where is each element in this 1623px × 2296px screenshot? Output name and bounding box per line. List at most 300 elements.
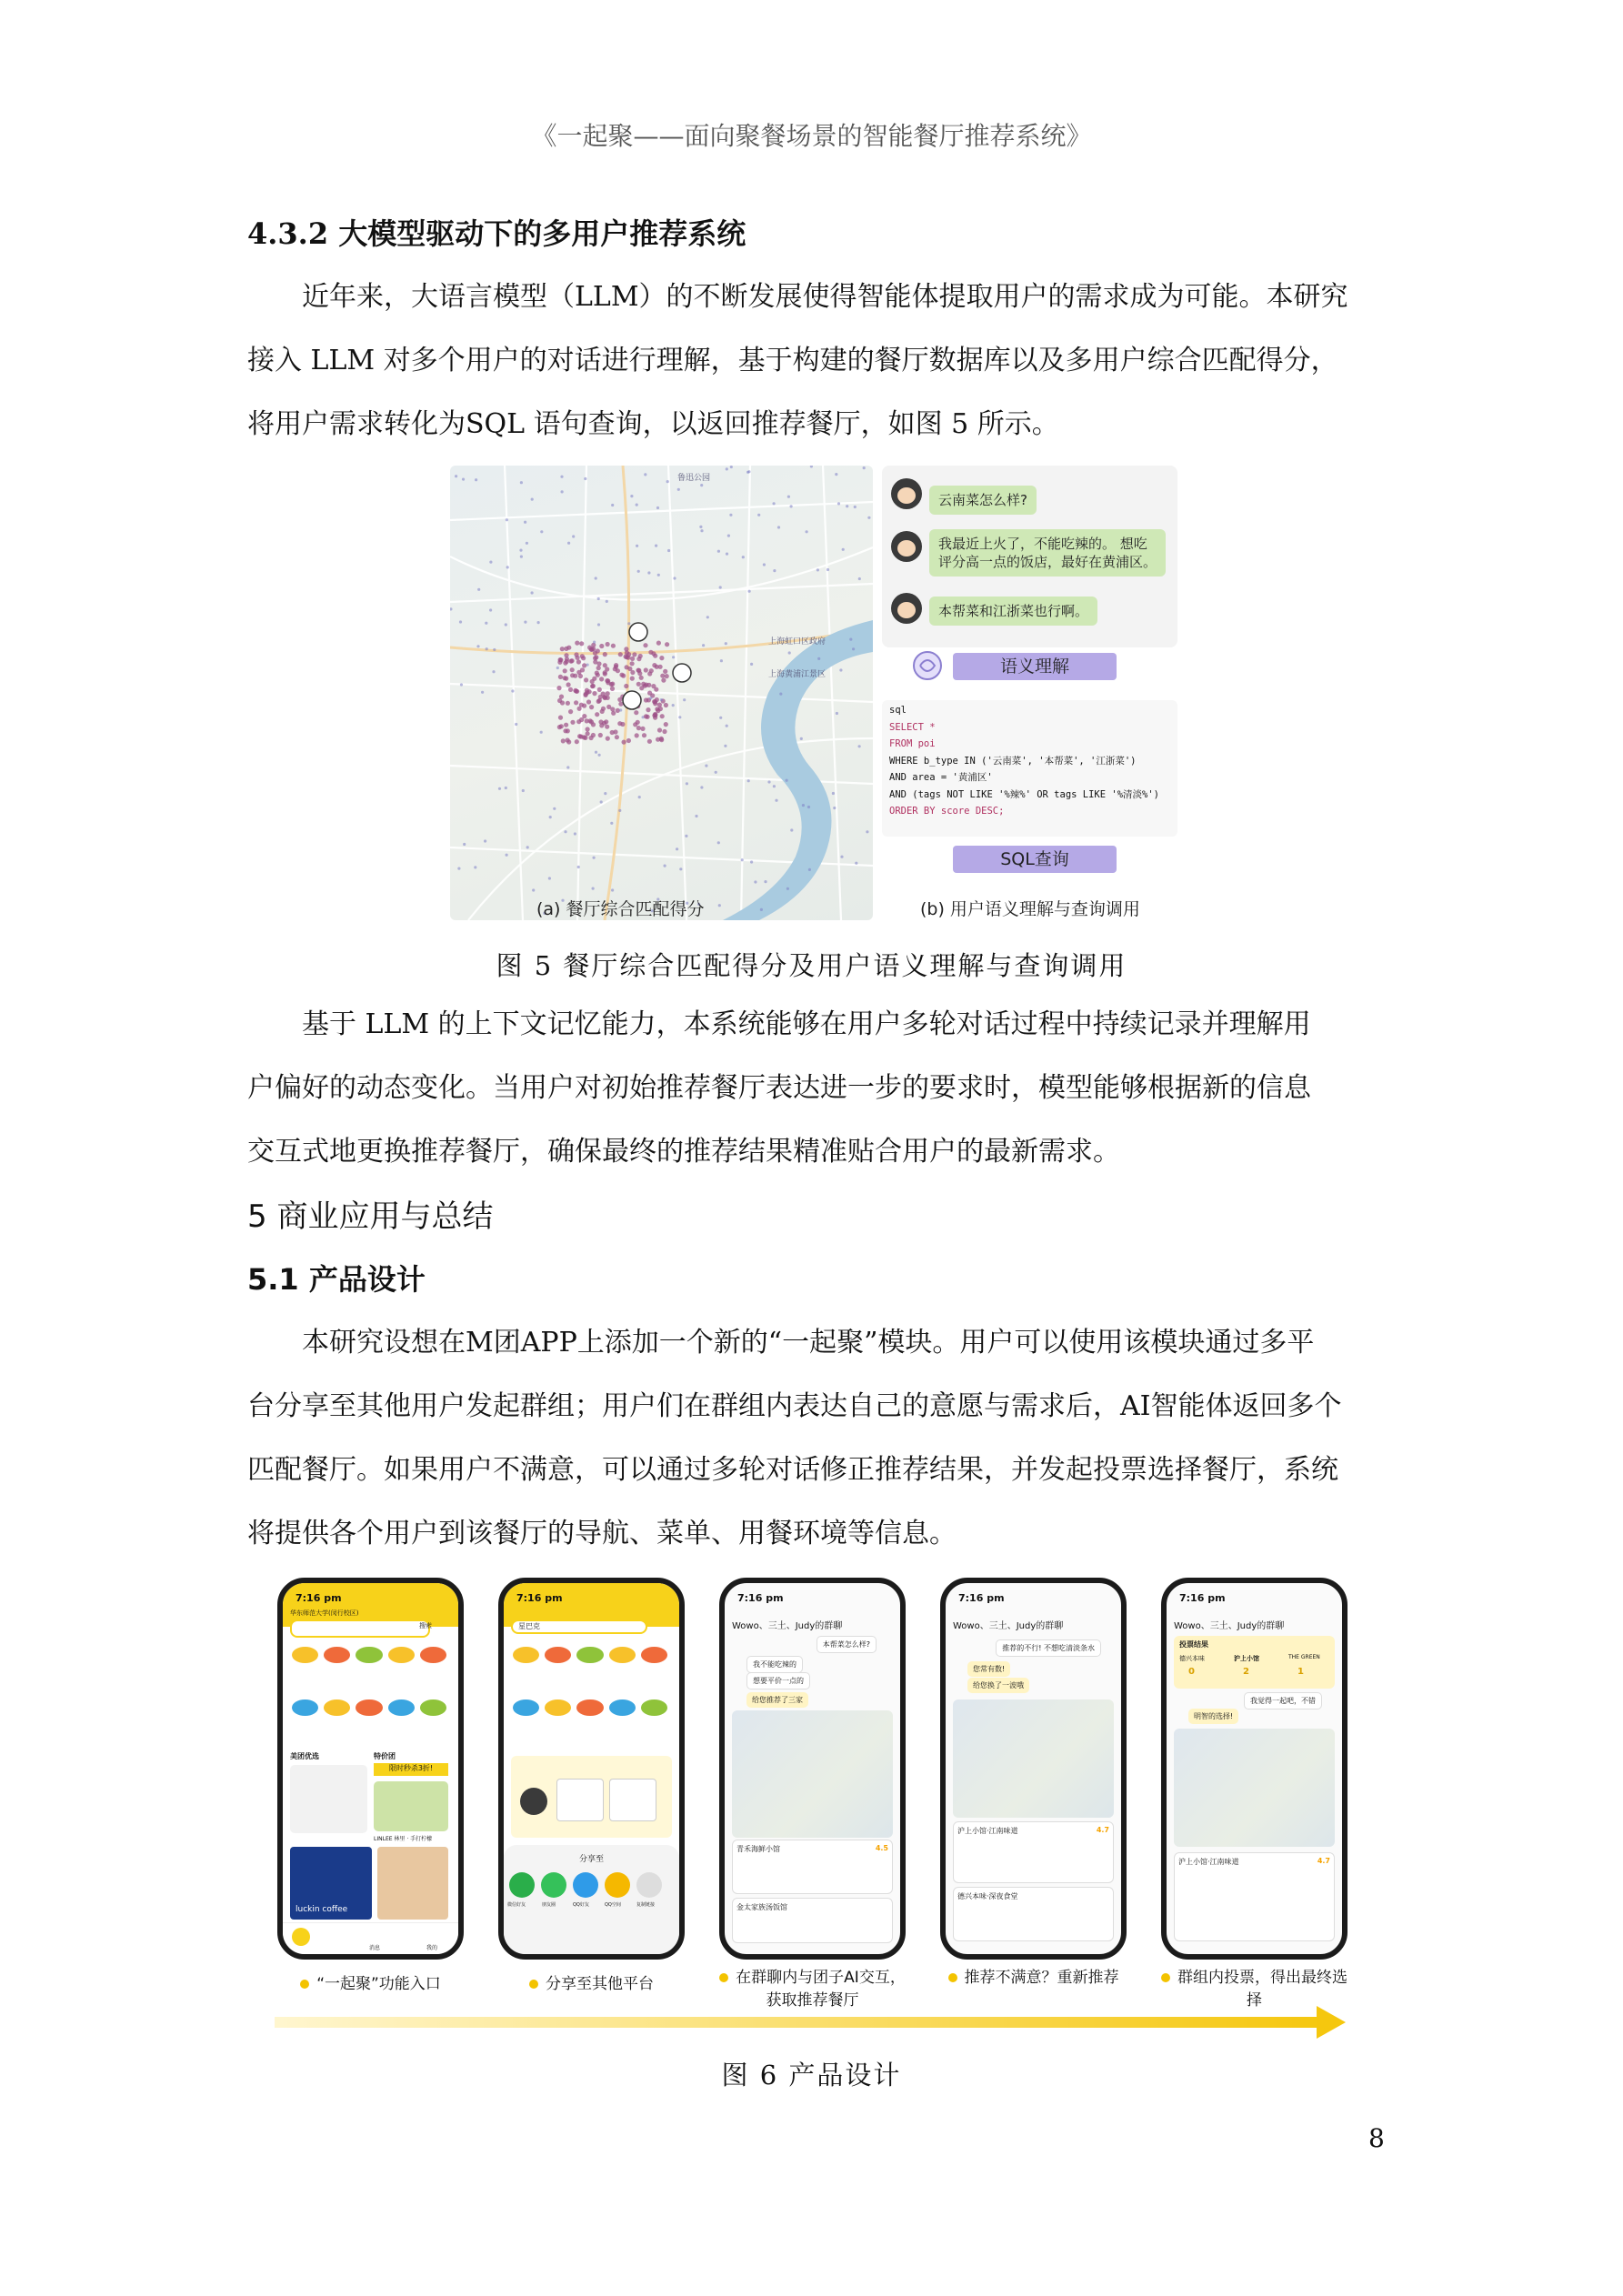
density-point	[532, 888, 535, 891]
density-point	[817, 657, 820, 660]
density-point	[586, 731, 590, 736]
density-point	[750, 860, 753, 863]
density-point	[644, 667, 648, 672]
density-point	[506, 566, 509, 568]
home-tab-icon[interactable]	[292, 1928, 310, 1946]
density-point	[515, 723, 517, 726]
wechat-icon[interactable]	[509, 1872, 535, 1898]
density-point	[580, 667, 585, 672]
density-point	[595, 671, 599, 676]
density-point	[699, 526, 702, 528]
arrow-head-icon	[1317, 2006, 1346, 2039]
density-point	[531, 498, 534, 501]
density-point	[858, 745, 861, 747]
paragraph-line: 基于 LLM 的上下文记忆能力，本系统能够在用户多轮对话过程中持续记录并理解用	[302, 1008, 1311, 1040]
density-point	[747, 779, 750, 782]
density-point	[564, 723, 568, 727]
density-point	[705, 765, 707, 767]
sql-line: AND area = '黄浦区'	[889, 772, 993, 783]
density-point	[636, 668, 640, 673]
density-point	[730, 466, 733, 468]
density-point	[524, 521, 526, 524]
category-icon[interactable]	[576, 1647, 603, 1663]
density-point	[455, 475, 457, 477]
vote-option[interactable]: 德兴本味	[1179, 1655, 1205, 1662]
density-point	[685, 835, 687, 837]
density-point	[557, 698, 562, 703]
chat-bubble: 我不能吃辣的	[746, 1656, 803, 1673]
density-point	[579, 703, 584, 707]
step-dot	[948, 1973, 957, 1982]
restaurant-card[interactable]	[953, 1821, 1114, 1883]
category-icon[interactable]	[576, 1699, 603, 1716]
density-point	[553, 807, 556, 810]
restaurant-name: 金太家族汤饭馆	[736, 1903, 787, 1911]
promo-banner[interactable]: 限时秒杀3折!	[374, 1763, 448, 1776]
step-text: 在群聊内与团子AI交互，获取推荐餐厅	[736, 1969, 906, 2010]
density-point	[700, 484, 703, 486]
density-point	[855, 862, 857, 865]
density-point	[665, 674, 669, 678]
brain-icon	[909, 647, 946, 684]
category-icon[interactable]	[324, 1699, 350, 1716]
density-point	[858, 577, 861, 580]
density-point	[613, 667, 617, 671]
density-point	[634, 710, 638, 715]
density-point	[863, 466, 866, 469]
qq-icon[interactable]	[573, 1872, 598, 1898]
sql-line: AND (tags NOT LIKE '%辣%' OR tags LIKE '%清淡%')	[889, 788, 1160, 800]
category-icon[interactable]	[292, 1699, 318, 1716]
density-point	[489, 608, 492, 611]
density-point	[837, 502, 840, 505]
density-point	[595, 751, 597, 754]
share-item-label: 微信好友	[507, 1902, 526, 1908]
density-point	[655, 545, 657, 547]
chat-bubble: 本帮菜和江浙菜也行啊。	[929, 597, 1097, 626]
density-point	[657, 574, 660, 577]
sql-line: WHERE b_type IN ('云南菜', '本帮菜', '江浙菜')	[889, 755, 1137, 767]
density-point	[790, 828, 793, 831]
density-point	[683, 698, 686, 701]
product-tile[interactable]	[374, 1781, 448, 1831]
density-point	[450, 607, 453, 610]
group-chat-title: Wowo、三土、Judy的群聊	[1174, 1621, 1285, 1631]
density-point	[489, 561, 492, 564]
density-point	[581, 656, 586, 660]
density-point	[603, 663, 607, 667]
density-point	[540, 731, 543, 734]
chat-bubble: 我最近上火了，不能吃辣的。 想吃评分高一点的饭店，最好在黄浦区。	[929, 529, 1166, 577]
density-point	[657, 727, 662, 732]
category-icon[interactable]	[513, 1699, 539, 1716]
density-point	[827, 568, 829, 571]
link-icon[interactable]	[636, 1872, 662, 1898]
density-point	[724, 745, 726, 747]
page-number: 8	[1368, 2123, 1385, 2153]
density-point	[637, 570, 640, 573]
density-point	[626, 738, 631, 743]
density-point	[653, 654, 657, 658]
qzone-icon[interactable]	[605, 1872, 630, 1898]
density-point	[570, 720, 575, 725]
density-point	[760, 908, 763, 911]
rating: 4.7	[1096, 1826, 1109, 1834]
paragraph-line: 匹配餐厅。如果用户不满意，可以通过多轮对话修正推荐结果，并发起投票选择餐厅，系统	[247, 1454, 1338, 1486]
user-avatar	[891, 593, 922, 624]
density-point	[788, 651, 791, 654]
figure5a-caption: (a) 餐厅综合匹配得分	[536, 899, 705, 919]
density-point	[573, 674, 577, 678]
tile-label: 特价团	[374, 1752, 396, 1760]
density-point	[867, 516, 870, 519]
density-point	[569, 659, 574, 664]
search-button[interactable]: 搜索	[419, 1622, 432, 1629]
ai-bubble: 给您换了一波哦	[967, 1678, 1029, 1693]
slot-box	[609, 1779, 656, 1821]
density-point	[773, 569, 776, 572]
density-point	[742, 556, 745, 558]
density-point	[559, 724, 564, 728]
share-preview	[511, 1756, 672, 1838]
phone-mockup-share	[498, 1578, 685, 1960]
density-point	[593, 659, 597, 664]
density-point	[460, 683, 463, 686]
density-point	[678, 716, 681, 718]
category-icon[interactable]	[356, 1699, 382, 1716]
density-point	[695, 815, 697, 817]
density-point	[715, 771, 717, 774]
density-point	[563, 676, 567, 680]
density-point	[618, 809, 621, 812]
density-point	[484, 839, 486, 842]
drink-ad[interactable]	[377, 1847, 448, 1920]
density-point	[481, 691, 484, 694]
density-point	[657, 703, 662, 707]
density-point	[651, 684, 656, 688]
density-point	[725, 642, 727, 645]
paragraph-3	[247, 1311, 1384, 1566]
density-point	[659, 737, 664, 741]
density-point	[706, 616, 709, 618]
density-point	[611, 644, 616, 648]
density-point	[763, 563, 766, 566]
density-point	[486, 647, 488, 650]
category-icon[interactable]	[420, 1647, 446, 1663]
density-point	[586, 699, 591, 704]
density-point	[611, 504, 614, 506]
density-point	[591, 722, 596, 727]
density-point	[578, 674, 583, 678]
figure5-chat	[882, 466, 1177, 647]
density-point	[658, 707, 663, 711]
density-point	[589, 736, 594, 740]
density-point	[598, 754, 601, 757]
density-point	[779, 693, 782, 696]
status-bar: 7:16 pm	[504, 1583, 679, 1627]
category-icon[interactable]	[609, 1647, 636, 1663]
user-marker	[623, 691, 641, 709]
density-point	[630, 495, 633, 497]
density-point	[597, 623, 600, 626]
density-point	[463, 843, 466, 846]
density-point	[700, 529, 703, 532]
category-icon[interactable]	[356, 1647, 382, 1663]
ai-bubble: 明智的选择!	[1188, 1709, 1238, 1724]
density-point	[616, 708, 620, 713]
density-point	[786, 887, 789, 890]
map-svg	[450, 466, 873, 920]
density-point	[630, 661, 635, 666]
density-point	[549, 816, 552, 818]
density-point	[664, 865, 666, 867]
category-icon[interactable]	[388, 1699, 415, 1716]
density-point	[720, 659, 723, 662]
category-icon[interactable]	[545, 1699, 571, 1716]
restaurant-card[interactable]	[953, 1887, 1114, 1941]
density-point	[672, 704, 675, 707]
density-point	[835, 473, 837, 476]
density-point	[641, 682, 646, 687]
density-point	[717, 841, 720, 844]
density-point	[619, 673, 624, 677]
share-item-label: 朋友圈	[542, 1902, 556, 1908]
vote-option[interactable]: THE GREEN	[1288, 1654, 1320, 1660]
density-point	[498, 787, 501, 790]
density-point	[647, 739, 652, 744]
density-point	[807, 806, 810, 808]
density-point	[727, 535, 730, 537]
density-point	[700, 786, 703, 788]
group-chat-title: Wowo、三土、Judy的群聊	[953, 1621, 1064, 1631]
paragraph-line: 交互式地更换推荐餐厅，确保最终的推荐结果精准贴合用户的最新需求。	[247, 1136, 1120, 1168]
category-icon[interactable]	[545, 1647, 571, 1663]
restaurant-card[interactable]	[732, 1898, 893, 1943]
recommendation-map	[732, 1710, 893, 1838]
density-point	[664, 703, 668, 707]
density-point	[589, 705, 594, 709]
density-point	[540, 530, 543, 533]
density-point	[526, 542, 528, 545]
paragraph-line: 近年来，大语言模型（LLM）的不断发展使得智能体提取用户的需求成为可能。本研究	[302, 281, 1348, 313]
vote-title: 投票结果	[1179, 1640, 1208, 1649]
recommendation-map	[953, 1699, 1114, 1818]
search-input[interactable]: 星巴克	[511, 1619, 647, 1634]
density-point	[808, 868, 811, 871]
rating: 4.7	[1317, 1857, 1330, 1865]
density-point	[592, 887, 595, 890]
map-label: 上海黄浦江景区	[768, 670, 827, 679]
density-point	[560, 476, 563, 478]
density-point	[790, 505, 793, 507]
density-point	[574, 700, 578, 705]
density-point	[505, 623, 507, 626]
density-point	[754, 880, 756, 883]
density-point	[564, 830, 566, 833]
status-bar: 7:16 pm	[1179, 1592, 1226, 1604]
category-icon[interactable]	[420, 1699, 446, 1716]
category-icon[interactable]	[609, 1699, 636, 1716]
tab-bar	[283, 1922, 458, 1954]
map-label: 鲁迅公园	[677, 474, 711, 483]
tab-mine[interactable]: 我的	[426, 1945, 438, 1951]
density-point	[649, 697, 652, 699]
share-item-label: QQ好友	[573, 1902, 589, 1908]
density-point	[777, 526, 780, 528]
density-point	[566, 682, 571, 687]
density-point	[655, 665, 659, 669]
density-point	[615, 735, 619, 739]
density-point	[575, 739, 579, 744]
density-point	[636, 657, 641, 661]
tab-messages[interactable]: 消息	[369, 1945, 381, 1951]
paragraph-line: 接入 LLM 对多个用户的对话进行理解，基于构建的餐厅数据库以及多用户综合匹配得分，	[247, 345, 1338, 376]
category-icon[interactable]	[324, 1647, 350, 1663]
product-name: LINLEE 林里 · 手打柠檬	[374, 1836, 433, 1842]
density-point	[627, 622, 630, 625]
vote-option[interactable]: 沪上小馆	[1234, 1655, 1259, 1662]
density-point	[702, 644, 705, 647]
status-bar: 7:16 pm	[737, 1592, 784, 1604]
luckin-ad[interactable]	[290, 1847, 372, 1920]
search-input[interactable]	[290, 1619, 430, 1638]
density-point	[659, 656, 664, 660]
location-label: 华东师范大学(闵行校区)	[290, 1609, 359, 1617]
density-point	[522, 789, 525, 792]
density-point	[846, 505, 848, 507]
paragraph-line: 将用户需求转化为SQL 语句查询，以返回推荐餐厅，如图 5 所示。	[247, 408, 1059, 440]
density-point	[656, 641, 661, 646]
density-point	[635, 733, 639, 737]
density-point	[606, 680, 610, 685]
density-point	[457, 867, 460, 870]
density-point	[646, 683, 651, 687]
sql-line: sql	[889, 705, 907, 716]
density-point	[610, 730, 615, 735]
share-sheet-title: 分享至	[578, 1855, 604, 1864]
density-point	[511, 689, 514, 692]
density-point	[601, 707, 606, 711]
restaurant-card[interactable]	[1174, 1852, 1335, 1941]
density-point	[787, 496, 790, 498]
group-chat-title: Wowo、三土、Judy的群聊	[732, 1621, 843, 1631]
density-point	[726, 553, 728, 556]
density-point	[603, 672, 607, 677]
category-icon[interactable]	[641, 1647, 667, 1663]
category-icon[interactable]	[641, 1699, 667, 1716]
density-point	[630, 677, 635, 681]
density-point	[717, 550, 720, 553]
density-point	[648, 650, 653, 655]
moments-icon[interactable]	[541, 1872, 566, 1898]
density-point	[595, 712, 599, 717]
restaurant-card[interactable]	[732, 1840, 893, 1894]
density-point	[564, 653, 568, 657]
vote-results-panel	[1174, 1636, 1335, 1689]
density-point	[660, 714, 665, 718]
vote-count: 2	[1243, 1667, 1249, 1677]
step-label	[277, 1970, 464, 1993]
slot-box	[556, 1779, 604, 1821]
density-point	[599, 644, 604, 648]
density-point	[485, 622, 487, 625]
vote-count: 0	[1188, 1667, 1195, 1677]
density-point	[676, 847, 678, 850]
density-point	[568, 709, 573, 714]
density-point	[618, 652, 623, 657]
density-point	[566, 766, 569, 768]
density-point	[584, 677, 588, 682]
paragraph-1	[247, 266, 1384, 456]
density-point	[748, 590, 751, 593]
density-point	[866, 830, 868, 833]
step-label	[1161, 1964, 1347, 2010]
restaurant-name: 沪上小馆·江南味道	[1178, 1858, 1239, 1866]
chat-bubble: 云南菜怎么样?	[929, 486, 1037, 515]
density-point	[594, 655, 598, 659]
density-point	[644, 714, 648, 718]
category-icon[interactable]	[513, 1647, 539, 1663]
density-point	[558, 716, 563, 720]
density-point	[667, 549, 670, 552]
density-point	[849, 638, 852, 641]
density-point	[526, 846, 529, 848]
density-point	[773, 785, 776, 787]
restaurant-name: 德兴本味·深夜食堂	[957, 1892, 1018, 1900]
density-point	[719, 717, 722, 719]
density-point	[636, 682, 641, 687]
density-point	[593, 641, 596, 644]
density-point	[598, 733, 603, 737]
density-point	[647, 571, 650, 574]
density-point	[610, 822, 613, 825]
section-heading-4-3-2: 4.3.2 大模型驱动下的多用户推荐系统	[247, 216, 746, 251]
share-sheet	[504, 1845, 679, 1960]
density-point	[636, 726, 641, 730]
density-point	[520, 556, 523, 558]
paragraph-line: 台分享至其他用户发起群组；用户们在群组内表达自己的意愿与需求后，AI智能体返回多个	[247, 1390, 1342, 1422]
density-point	[506, 518, 508, 521]
density-point	[577, 734, 582, 738]
density-point	[610, 682, 615, 687]
step-dot	[300, 1980, 309, 1989]
paragraph-line: 将提供各个用户到该餐厅的导航、菜单、用餐环境等信息。	[247, 1518, 957, 1549]
sql-query-step: SQL查询	[953, 846, 1117, 873]
density-point	[624, 647, 628, 651]
density-point	[577, 866, 580, 868]
category-icon[interactable]	[292, 1647, 318, 1663]
paragraph-line: 本研究设想在M团APP上添加一个新的“一起聚”模块。用户可以使用该模块通过多平	[302, 1327, 1315, 1359]
step-dot	[1161, 1973, 1170, 1982]
density-point	[854, 506, 857, 508]
density-point	[459, 620, 462, 623]
density-point	[663, 669, 667, 674]
density-point	[474, 866, 476, 868]
density-point	[666, 480, 669, 483]
density-point	[548, 877, 551, 879]
density-point	[611, 711, 616, 716]
category-icon[interactable]	[388, 1647, 415, 1663]
density-point	[806, 530, 808, 533]
density-point	[606, 737, 610, 741]
running-header: 《一起聚——面向聚餐场景的智能餐厅推荐系统》	[531, 121, 1092, 151]
density-point	[561, 490, 564, 493]
density-point	[624, 684, 628, 688]
product-tile[interactable]	[290, 1765, 367, 1833]
density-point	[572, 535, 575, 537]
phone-mockup-vote	[1161, 1578, 1347, 1960]
status-bar: 7:16 pm	[283, 1583, 458, 1627]
